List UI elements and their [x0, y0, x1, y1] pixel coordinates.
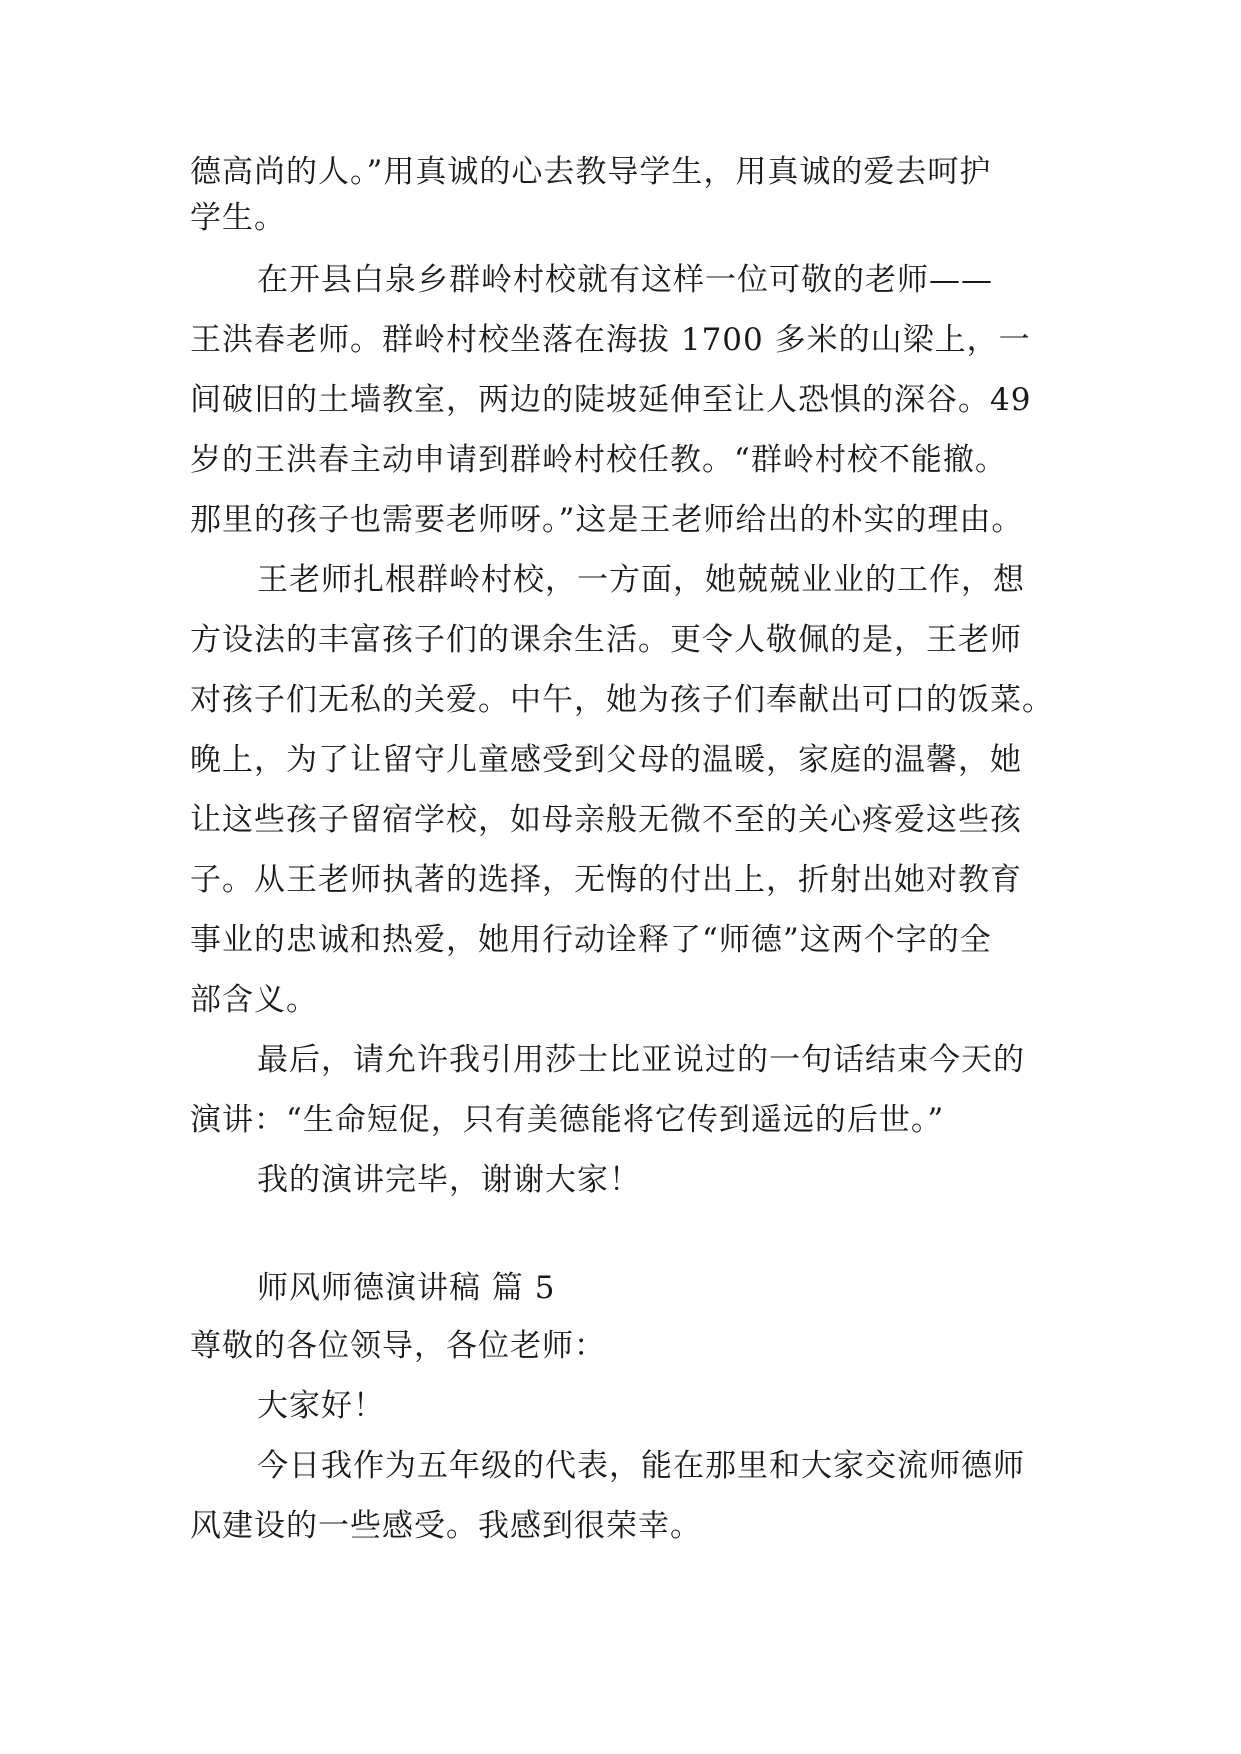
- greeting: 大家好！: [257, 1388, 385, 1424]
- paragraph-line: 我的演讲完毕，谢谢大家！: [257, 1162, 641, 1198]
- paragraph-line: 最后，请允许我引用莎士比亚说过的一句话结束今天的: [257, 1042, 1025, 1078]
- paragraph-line: 间破旧的土墙教室，两边的陡坡延伸至让人恐惧的深谷。49: [190, 382, 1032, 418]
- salutation: 尊敬的各位领导，各位老师：: [190, 1328, 606, 1364]
- paragraph-line: 王洪春老师。群岭村校坐落在海拔 1700 多米的山梁上，一: [190, 322, 1031, 358]
- paragraph-line: 演讲：“生命短促，只有美德能将它传到遥远的后世。”: [190, 1102, 945, 1138]
- paragraph-line: 风建设的一些感受。我感到很荣幸。: [190, 1508, 702, 1544]
- paragraph-line: 今日我作为五年级的代表，能在那里和大家交流师德师: [257, 1448, 1025, 1484]
- paragraph-line: 王老师扎根群岭村校，一方面，她兢兢业业的工作，想: [257, 562, 1025, 598]
- paragraph-line: 岁的王洪春主动申请到群岭村校任教。“群岭村校不能撤。: [190, 442, 1007, 478]
- paragraph-line: 德高尚的人。”用真诚的心去教导学生，用真诚的爱去呵护: [190, 154, 992, 190]
- paragraph-line: 在开县白泉乡群岭村校就有这样一位可敬的老师——: [257, 262, 993, 298]
- paragraph-line: 事业的忠诚和热爱，她用行动诠释了“师德”这两个字的全: [190, 922, 992, 958]
- paragraph-line: 部含义。: [190, 982, 318, 1018]
- paragraph-line: 学生。: [190, 200, 286, 236]
- section-heading: 师风师德演讲稿 篇 5: [257, 1270, 556, 1306]
- paragraph-line: 方设法的丰富孩子们的课余生活。更令人敬佩的是，王老师: [190, 622, 1022, 658]
- paragraph-line: 让这些孩子留宿学校，如母亲般无微不至的关心疼爱这些孩: [190, 802, 1022, 838]
- paragraph-line: 那里的孩子也需要老师呀。”这是王老师给出的朴实的理由。: [190, 502, 1024, 538]
- paragraph-line: 子。从王老师执著的选择，无悔的付出上，折射出她对教育: [190, 862, 1022, 898]
- paragraph-line: 晚上，为了让留守儿童感受到父母的温暖，家庭的温馨，她: [190, 742, 1022, 778]
- paragraph-line: 对孩子们无私的关爱。中午，她为孩子们奉献出可口的饭菜。: [190, 682, 1054, 718]
